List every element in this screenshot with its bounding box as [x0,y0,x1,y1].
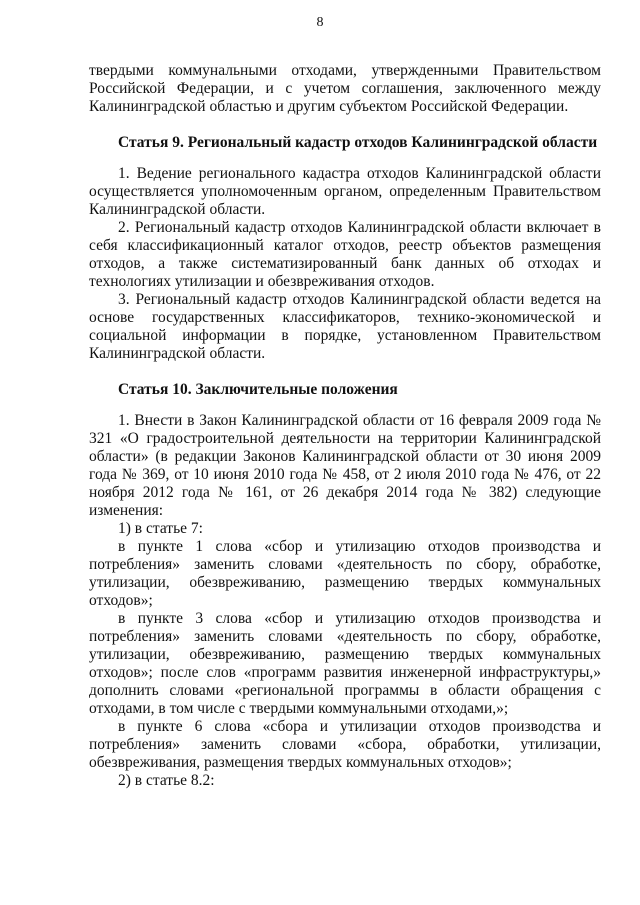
page-number: 8 [316,15,324,30]
article-9-paragraph-2: 2. Региональный кадастр отходов Калининградской области включает в себя классификационный каталог отходов, реестр объектов размещения отходов, а также систематизированный банк данных об отходах и технологиях утилизации и обезвреживания отходов. [89,219,601,290]
intro-paragraph: твердыми коммунальными отходами, утвержденными Правительством Российской Федерации, и с учетом соглашения, заключенного между Калининградской областью и другим субъектом Российской Федерации. [89,62,601,115]
article-10-clause-p6: в пункте 6 слова «сбора и утилизации отходов производства и потребления» заменить словами «сбора, обработки, утилизации, обезвреживания, размещения твердых коммунальных отходов»; [89,718,601,771]
article-10-body [89,412,601,790]
article-9-paragraph-1: 1. Ведение регионального кадастра отходов Калининградской области осуществляется уполномоченным органом, определенным Правительством Калининградской области. [89,165,601,218]
article-10-heading: Статья 10. Заключительные положения [118,381,398,398]
article-10-clause-p3: в пункте 3 слова «сбор и утилизацию отходов производства и потребления» заменить словами «деятельность по сбору, обработке, утилизации, обезвреживанию, размещению твердых коммунальных отходов»; после слов «программ развития инженерной инфраструктуры,» дополнить словами «региональной программы в области обращения с отходами, в том числе с твердыми коммунальными отходами,»; [89,610,601,717]
article-10-clause-p1: в пункте 1 слова «сбор и утилизацию отходов производства и потребления» заменить словами «деятельность по сбору, обработке, утилизации, обезвреживанию, размещению твердых коммунальных отходов»; [89,538,601,609]
article-10-paragraph-1: 1. Внести в Закон Калининградской области от 16 февраля 2009 года № 321 «О градостроительной деятельности на территории Калининградской области» (в редакции Законов Калининградской области от 30 июня 2009 года № 369, от 10 июня 2010 года № 458, от 2 июля 2010 года № 476, от 22 ноября 2012 года № 161, от 26 декабря 2014 года № 382) следующие изменения: [89,412,601,519]
document-body [89,62,601,790]
article-9-heading: Статья 9. Региональный кадастр отходов Калининградской области [118,134,598,151]
article-9-body [89,165,601,363]
article-10-item-1: 1) в статье 7: [118,520,203,537]
article-10-item-2: 2) в статье 8.2: [118,772,215,789]
article-9-paragraph-3: 3. Региональный кадастр отходов Калининградской области ведется на основе государственных классификаторов, технико-экономической и социальной информации в порядке, установленном Правительством Калининградской области. [89,291,601,362]
